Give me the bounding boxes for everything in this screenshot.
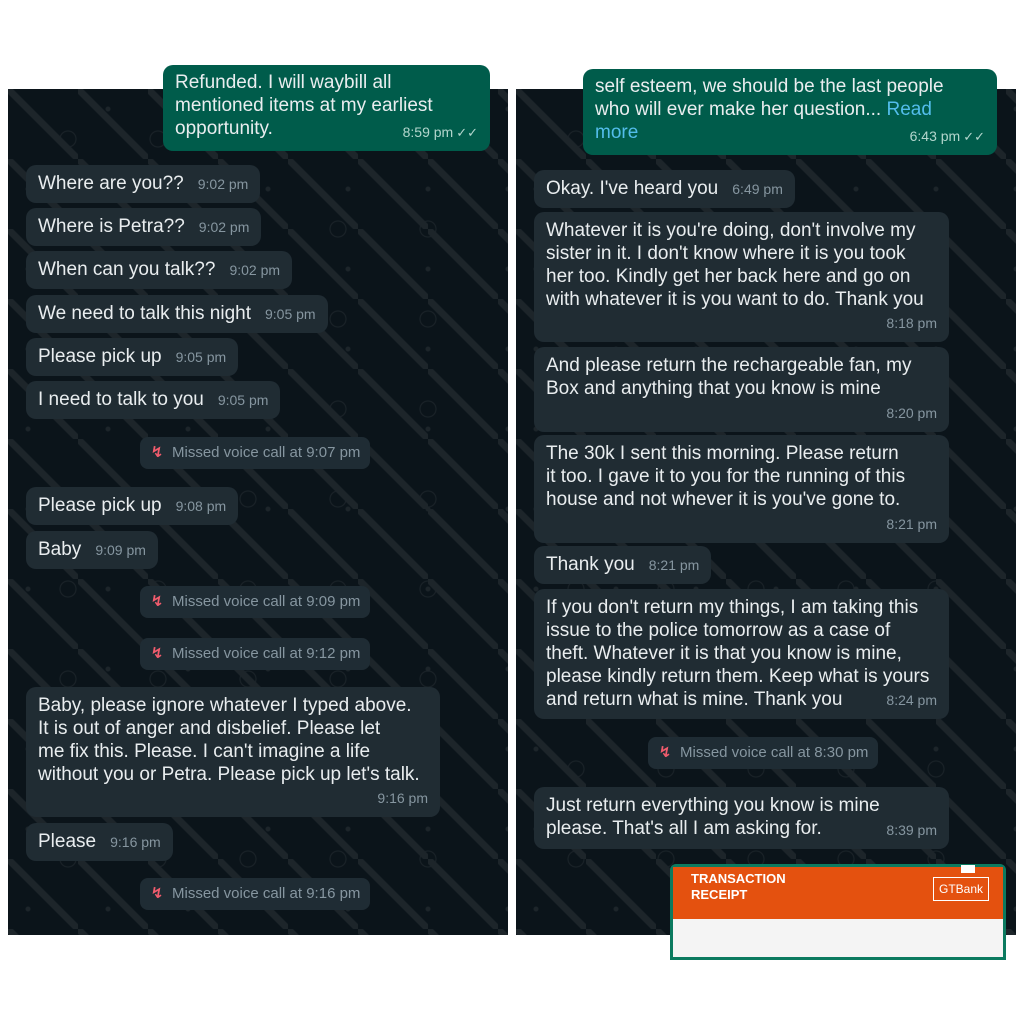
incoming-message[interactable] [534, 347, 949, 432]
incoming-message[interactable] [534, 212, 949, 342]
incoming-message[interactable] [534, 546, 711, 584]
message-text: When can you talk?? [38, 259, 216, 280]
message-time: 9:08 pm [175, 498, 227, 514]
missed-call-text: Missed voice call at 9:07 pm [172, 444, 361, 461]
message-text: Refunded. I will waybill all mentioned items at my earliest opportunity. [175, 72, 433, 139]
missed-call-notice[interactable] [140, 437, 370, 469]
incoming-message[interactable] [26, 208, 261, 246]
left-chat-screenshot [8, 72, 508, 935]
incoming-message[interactable] [534, 787, 949, 849]
incoming-message[interactable] [26, 487, 238, 525]
message-text: Baby, please ignore whatever I typed above. It is out of anger and disbelief. Please let me fix this. Please. I can't imagine a life without you or Petra. Please pick up let's talk. [38, 695, 420, 785]
missed-call-icon: ↯ [150, 885, 164, 902]
message-time: 9:09 pm [95, 542, 146, 558]
message-time: 9:16 pm [110, 834, 161, 850]
message-time: 8:18 pm [886, 315, 937, 331]
incoming-message[interactable] [26, 338, 238, 376]
message-text: Whatever it is you're doing, don't involve my sister in it. I don't know where it is you took her too. Kindly get her back here and go on with whatever it is you want to do. Thank you [546, 220, 924, 310]
message-time: 6:43 pm ✓✓ [909, 128, 985, 144]
receipt-corner-mark [961, 865, 975, 873]
message-time: 8:20 pm [886, 405, 937, 421]
message-text: Where is Petra?? [38, 216, 185, 237]
missed-call-text: Missed voice call at 9:16 pm [172, 885, 361, 902]
missed-call-text: Missed voice call at 9:12 pm [172, 645, 361, 662]
missed-call-text: Missed voice call at 9:09 pm [172, 593, 361, 610]
message-text: I need to talk to you [38, 389, 204, 410]
receipt-title: TRANSACTION RECEIPT [691, 871, 786, 902]
incoming-message[interactable] [534, 170, 795, 208]
message-time: 9:02 pm [229, 262, 281, 278]
message-time: 8:21 pm [886, 516, 937, 532]
message-time: 9:05 pm [175, 349, 227, 365]
message-text: If you don't return my things, I am taking this issue to the police tomorrow as a case of theft. Whatever it is that you know is mine, please kindly return them. Keep what is yours and return what is mine. Thank you [546, 597, 930, 710]
message-time: 9:05 pm [265, 306, 316, 322]
message-text: The 30k I sent this morning. Please return it too. I gave it to you for the running of this house and not whever it is you've gone to. [546, 443, 906, 510]
transaction-receipt-image[interactable] [670, 864, 1006, 960]
incoming-message[interactable] [26, 251, 292, 289]
missed-call-notice[interactable] [140, 586, 370, 618]
missed-call-notice[interactable] [140, 638, 370, 670]
message-text: We need to talk this night [38, 303, 251, 324]
message-text: Thank you [546, 554, 635, 575]
message-text: self esteem, we should be the last people who will ever make her question... Read more [595, 76, 944, 143]
message-text: Please [38, 831, 97, 852]
missed-call-icon: ↯ [658, 744, 672, 761]
message-time: 9:05 pm [217, 392, 269, 408]
missed-call-icon: ↯ [150, 593, 164, 610]
incoming-message[interactable] [26, 687, 440, 817]
incoming-message[interactable] [534, 435, 949, 543]
message-time: 8:59 pm ✓✓ [402, 124, 478, 140]
missed-call-text: Missed voice call at 8:30 pm [680, 744, 869, 761]
message-text: Just return everything you know is mine please. That's all I am asking for. [546, 795, 880, 839]
message-time: 9:16 pm [377, 790, 428, 806]
incoming-message[interactable] [26, 165, 260, 203]
outgoing-message[interactable] [583, 69, 997, 155]
message-time: 9:02 pm [197, 176, 249, 192]
incoming-message[interactable] [26, 823, 173, 861]
message-time: 6:49 pm [732, 181, 783, 197]
message-time: 8:24 pm [886, 692, 937, 708]
missed-call-icon: ↯ [150, 444, 164, 461]
message-time: 8:39 pm [886, 822, 937, 838]
incoming-message[interactable] [26, 295, 328, 333]
message-time: 9:02 pm [198, 219, 250, 235]
incoming-message[interactable] [26, 531, 158, 569]
read-more-link[interactable]: Read more [595, 99, 932, 143]
incoming-message[interactable] [26, 381, 280, 419]
outgoing-message[interactable] [163, 65, 490, 151]
message-time: 8:21 pm [648, 557, 700, 573]
missed-call-notice[interactable] [140, 878, 370, 910]
message-text: Baby [38, 539, 82, 560]
receipt-header [673, 867, 1003, 919]
double-check-icon: ✓✓ [963, 129, 985, 144]
message-text: Please pick up [38, 346, 162, 367]
message-text: Okay. I've heard you [546, 178, 719, 199]
right-chat-screenshot [516, 76, 1016, 935]
message-text: And please return the rechargeable fan, my Box and anything that you know is mine [546, 355, 912, 399]
bank-logo: GTBank [933, 877, 989, 901]
incoming-message[interactable] [534, 589, 949, 719]
missed-call-notice[interactable] [648, 737, 878, 769]
missed-call-icon: ↯ [150, 645, 164, 662]
message-text: Please pick up [38, 495, 162, 516]
double-check-icon: ✓✓ [456, 125, 478, 140]
message-text: Where are you?? [38, 173, 184, 194]
